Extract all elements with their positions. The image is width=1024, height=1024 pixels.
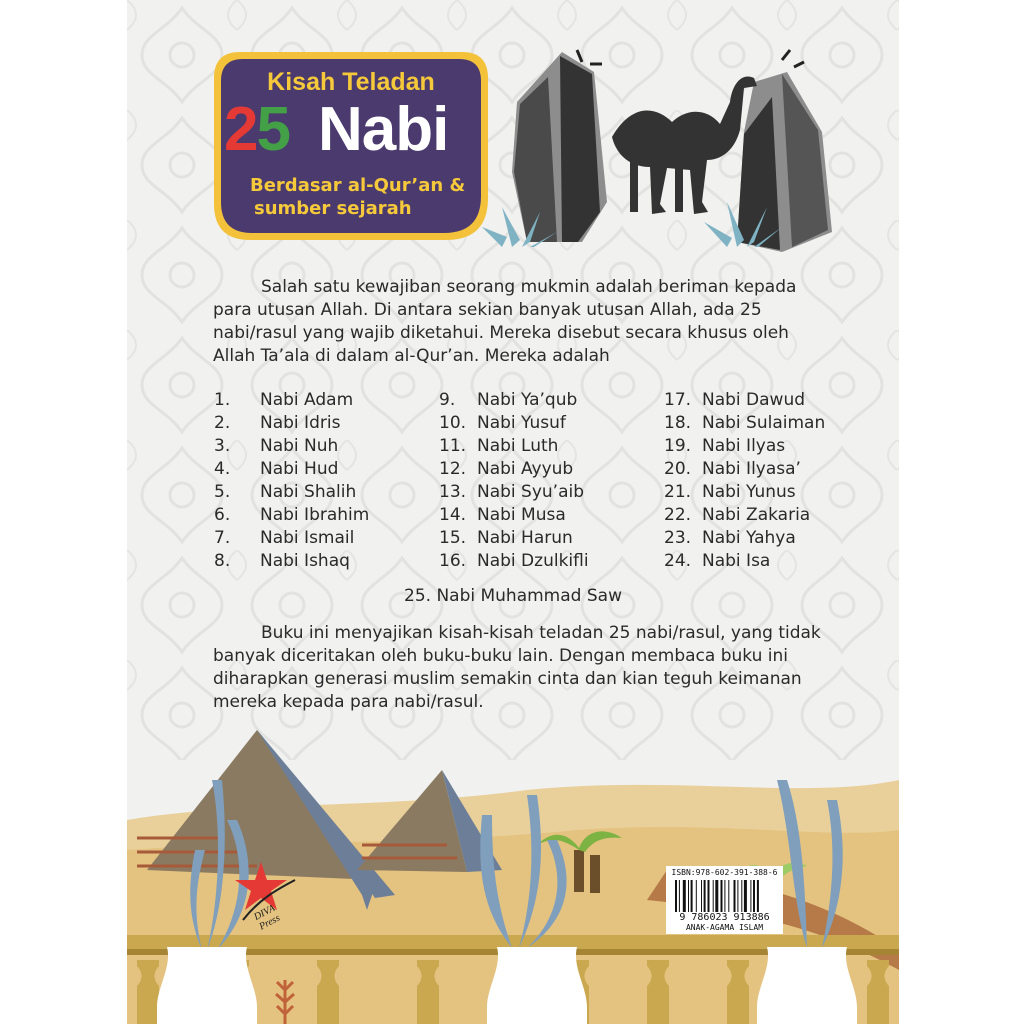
prophet-name: Nabi Yunus — [702, 482, 796, 502]
prophet-item — [439, 505, 639, 528]
prophet-item — [664, 390, 864, 413]
prophet-name: Nabi Sulaiman — [702, 413, 826, 433]
prophet-name: Nabi Dawud — [702, 390, 806, 410]
prophet-name: Nabi Nuh — [260, 436, 339, 456]
barcode-bars — [675, 880, 775, 912]
subtitle-line1: Berdasar al-Qur’an & — [250, 175, 466, 196]
prophet-name: Nabi Hud — [260, 459, 339, 479]
prophet-number: 7. — [214, 528, 231, 548]
publisher-logo — [235, 858, 297, 933]
prophet-number: 21. — [664, 482, 692, 502]
prophet-name: Nabi Ya’qub — [477, 390, 578, 410]
prophet-number: 2. — [214, 413, 231, 433]
prophet-name: Nabi Isa — [702, 551, 771, 571]
rocks-camel-illustration — [482, 42, 882, 252]
intro-paragraph: Salah satu kewajiban seorang mukmin adalah beriman kepada para utusan Allah. Di antara sekian banyak utusan Allah, ada 25 nabi/rasul yang wajib diketahui. Mereka disebut secara khusus oleh Allah Ta’ala di dalam al-Qur’an. Mereka adalah — [213, 277, 797, 366]
title-main: Nabi — [318, 95, 449, 164]
title-digit-2: 2 — [224, 95, 257, 164]
balcony-rail — [127, 935, 899, 949]
prophet-number: 17. — [664, 390, 692, 410]
prophet-item — [664, 505, 864, 528]
isbn-digits: 9 786023 913886 — [679, 912, 770, 923]
title-line1: Kisah Teladan — [267, 68, 435, 96]
prophet-item — [214, 436, 414, 459]
prophet-item — [214, 505, 414, 528]
prophet-name: Nabi Yahya — [702, 528, 796, 548]
prophet-name: Nabi Shalih — [260, 482, 357, 502]
prophet-name: Nabi Musa — [477, 505, 566, 525]
prophet-item — [214, 459, 414, 482]
prophet-number: 20. — [664, 459, 692, 479]
prophet-number: 6. — [214, 505, 231, 525]
prophet-item — [214, 482, 414, 505]
prophet-number: 3. — [214, 436, 231, 456]
title-badge — [210, 48, 492, 244]
prophet-number: 18. — [664, 413, 692, 433]
title-subtitle — [250, 174, 482, 220]
prophet-item — [439, 459, 639, 482]
prophet-number: 9. — [439, 390, 456, 410]
subtitle-line2: sumber sejarah — [254, 198, 412, 219]
title-number — [224, 94, 289, 165]
prophet-item — [664, 482, 864, 505]
prophet-number: 14. — [439, 505, 467, 525]
prophet-item — [214, 413, 414, 436]
prophet-number: 11. — [439, 436, 467, 456]
isbn-label: ISBN:978-602-391-388-6 — [671, 868, 778, 877]
prophet-item — [439, 551, 639, 574]
prophet-name: Nabi Idris — [260, 413, 341, 433]
prophet-number: 13. — [439, 482, 467, 502]
prophet-number: 23. — [664, 528, 692, 548]
prophet-name: Nabi Ilyas — [702, 436, 786, 456]
prophet-item — [439, 436, 639, 459]
prophet-number: 19. — [664, 436, 692, 456]
prophet-number: 15. — [439, 528, 467, 548]
prophet-item — [439, 482, 639, 505]
back-cover — [127, 0, 899, 1024]
prophet-number: 10. — [439, 413, 467, 433]
prophet-item — [214, 528, 414, 551]
prophet-number: 1. — [214, 390, 231, 410]
prophet-list-col3 — [664, 390, 864, 574]
prophet-name: Nabi Harun — [477, 528, 573, 548]
prophet-number: 24. — [664, 551, 692, 571]
prophet-number: 4. — [214, 459, 231, 479]
prophet-list-col1 — [214, 390, 414, 574]
prophet-item — [664, 551, 864, 574]
prophet-item — [664, 413, 864, 436]
book-category: ANAK-AGAMA ISLAM — [685, 923, 764, 932]
prophet-item — [214, 390, 414, 413]
prophet-name: Nabi Adam — [260, 390, 354, 410]
motion-lines — [577, 50, 804, 67]
prophet-name: Nabi Ismail — [260, 528, 355, 548]
title-digit-5: 5 — [256, 95, 289, 164]
prophet-name: Nabi Luth — [477, 436, 559, 456]
prophet-name: Nabi Ishaq — [260, 551, 350, 571]
prophet-item — [214, 551, 414, 574]
prophet-list-col2 — [439, 390, 639, 574]
prophet-item — [664, 459, 864, 482]
prophet-name: Nabi Zakaria — [702, 505, 811, 525]
publisher-name: DIVA Press — [252, 902, 282, 933]
barcode — [666, 866, 783, 934]
prophet-number: 16. — [439, 551, 467, 571]
final-prophet: 25. Nabi Muhammad Saw — [404, 586, 622, 606]
prophet-number: 5. — [214, 482, 231, 502]
prophet-name: Nabi Ayyub — [477, 459, 574, 479]
closing-paragraph: Buku ini menyajikan kisah-kisah teladan 25 nabi/rasul, yang tidak banyak diceritakan oleh buku-buku lain. Dengan membaca buku ini diharapkan generasi muslim semakin cinta dan kian teguh keimanan mereka kepada para nabi/rasul. — [213, 623, 821, 712]
prophet-item — [439, 413, 639, 436]
prophet-item — [439, 390, 639, 413]
prophet-name: Nabi Ilyasa’ — [702, 459, 801, 479]
camel — [612, 76, 757, 214]
prophet-name: Nabi Dzulkifli — [477, 551, 589, 571]
prophet-name: Nabi Yusuf — [477, 413, 566, 433]
prophet-name: Nabi Syu’aib — [477, 482, 585, 502]
prophet-number: 8. — [214, 551, 231, 571]
prophet-number: 12. — [439, 459, 467, 479]
prophet-item — [439, 528, 639, 551]
prophet-item — [664, 528, 864, 551]
prophet-item — [664, 436, 864, 459]
prophet-name: Nabi Ibrahim — [260, 505, 370, 525]
prophet-number: 22. — [664, 505, 692, 525]
